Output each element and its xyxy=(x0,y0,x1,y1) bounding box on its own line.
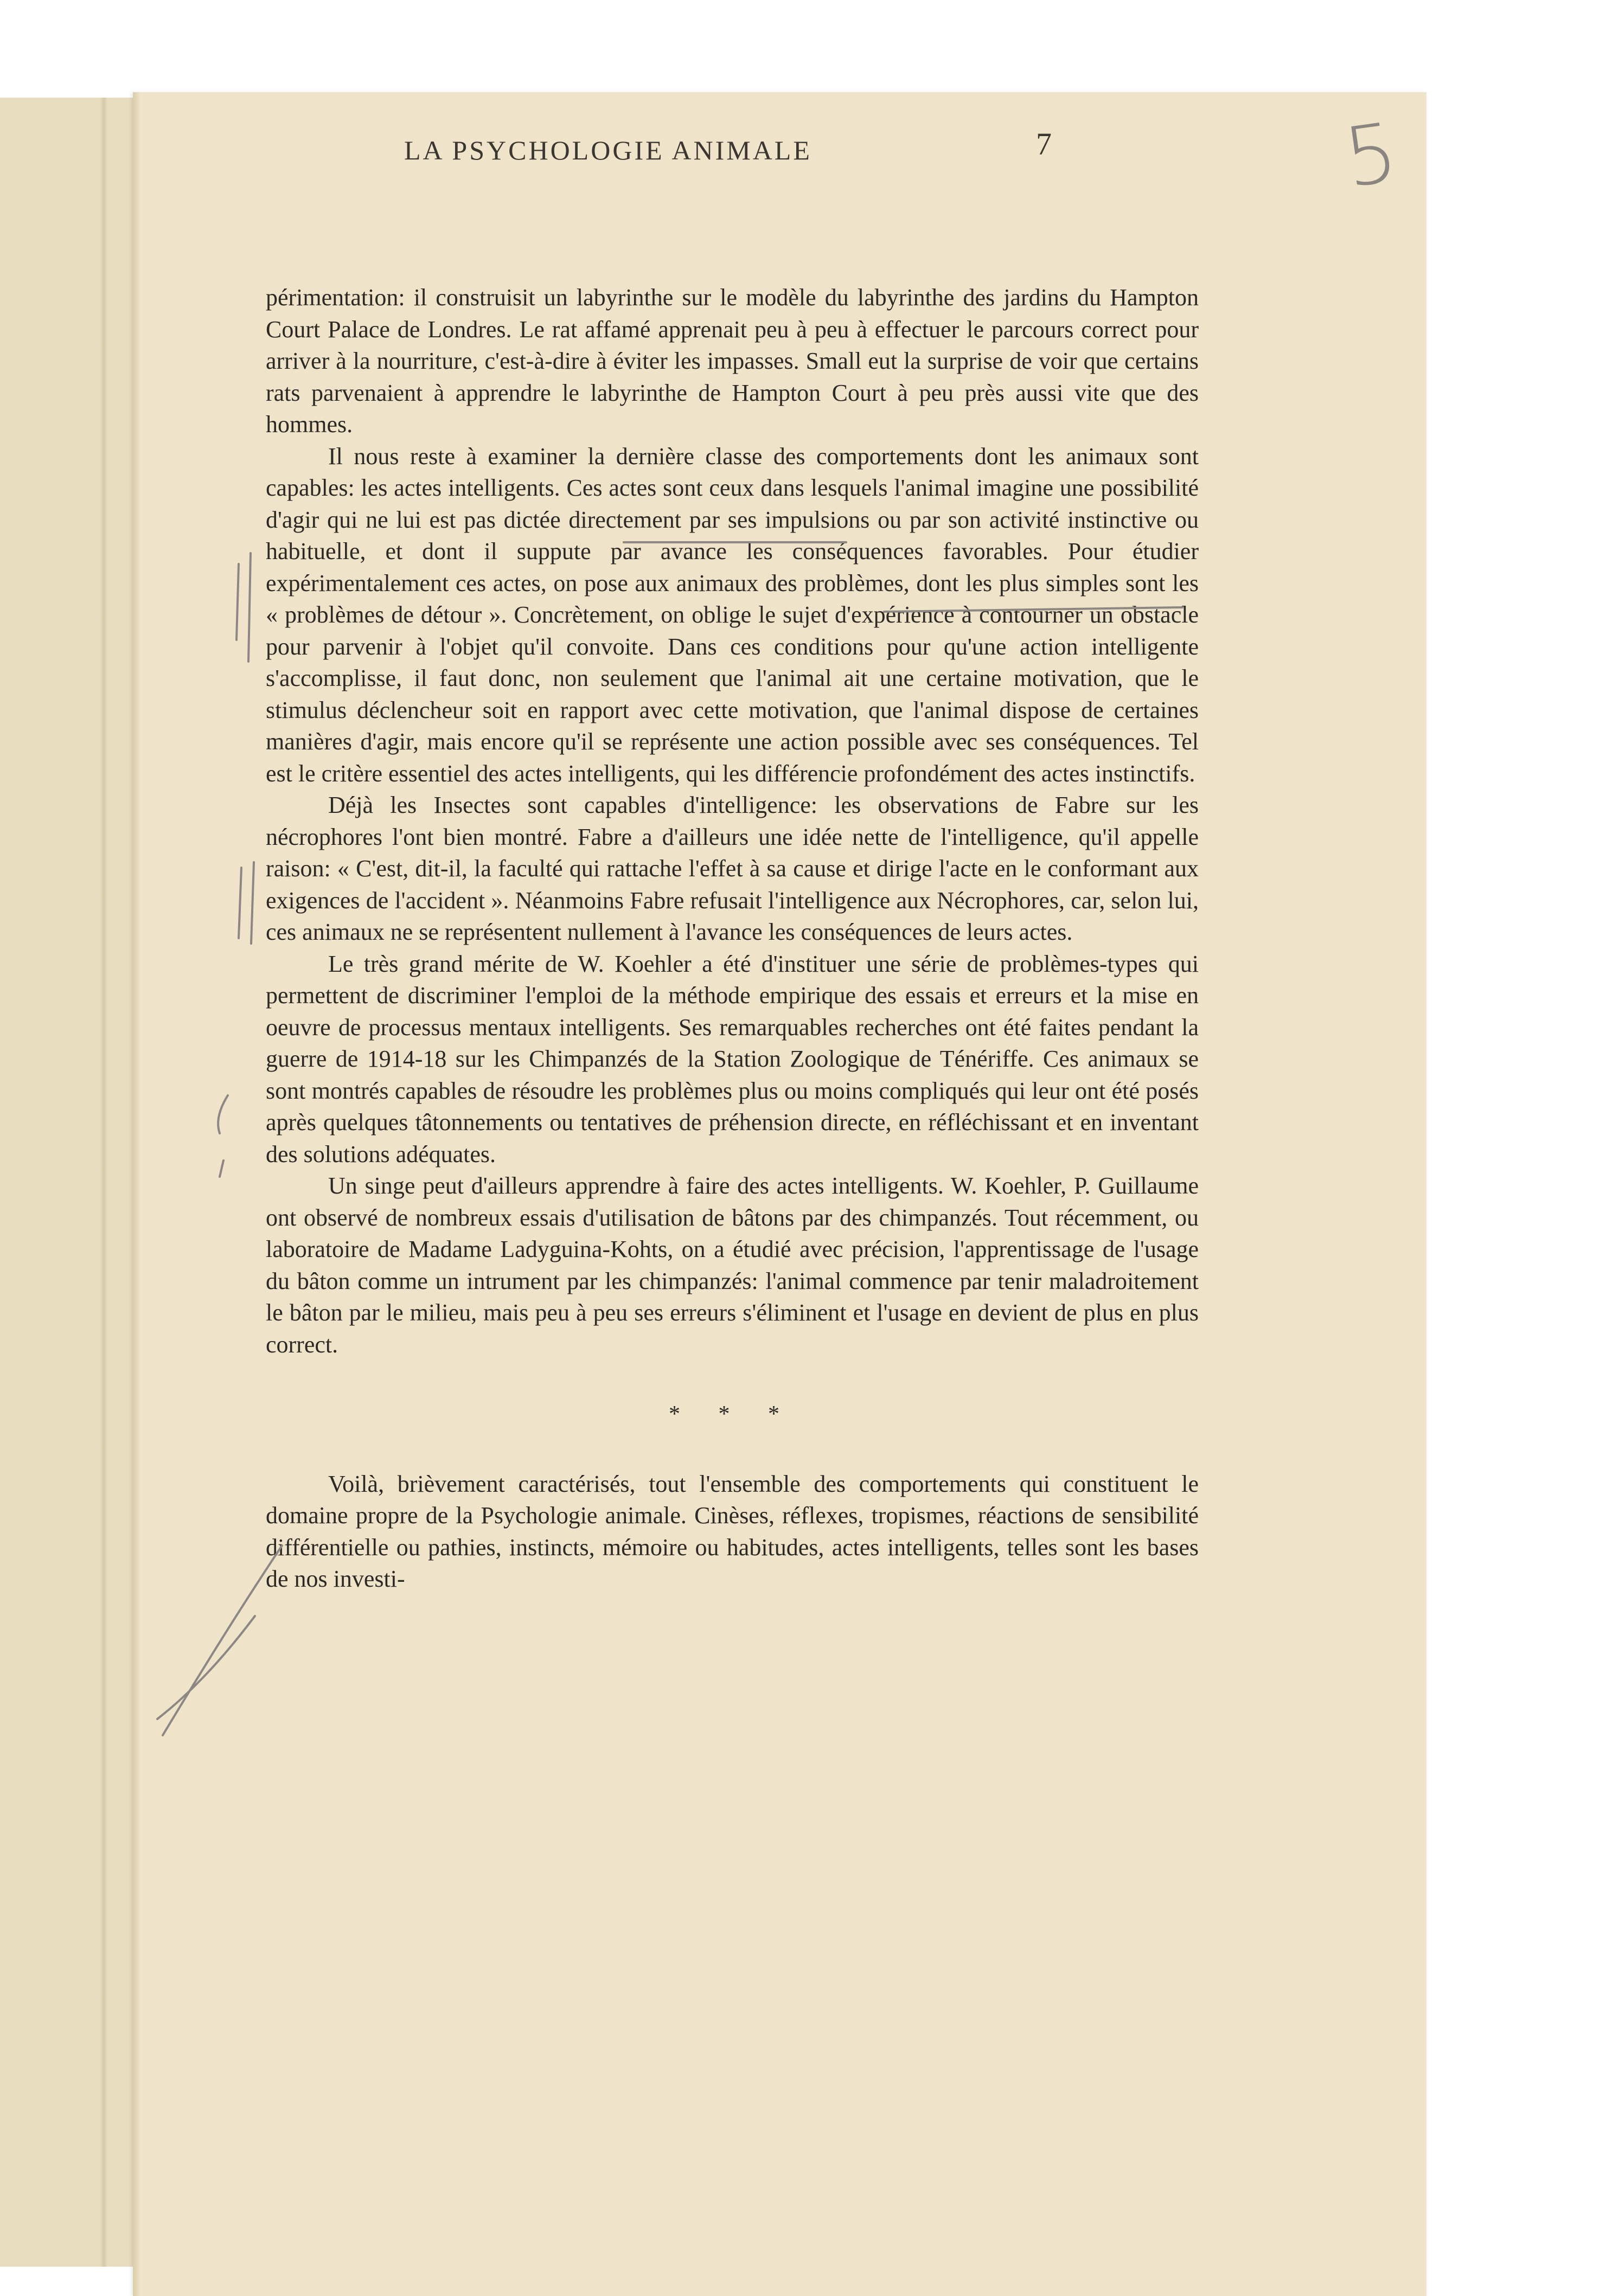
paragraph: Un singe peut d'ailleurs apprendre à faire des actes intelligents. W. Koehler, P. Guillaume ont observé de nombreux essais d'utilisation de bâtons par des chimpanzés. Tout récemment, ou laboratoire de Madame Ladyguina-Kohts, on a étudié avec précision, l'apprentissage de l'usage du bâton comme un intrument par les chimpanzés: l'animal commence par tenir maladroitement le bâton par le milieu, mais peu à peu ses erreurs s'éliminent et l'usage en devient de plus en plus correct. xyxy=(266,1172,1199,1358)
page-number: 7 xyxy=(1036,126,1052,162)
body-text xyxy=(266,282,1199,1595)
paragraph: périmentation: il construisit un labyrinthe sur le modèle du labyrinthe des jardins du Hampton Court Palace de Londres. Le rat affamé apprenait peu à peu à effectuer le parcours correct pour arriver à la nourriture, c'est-à-dire à éviter les impasses. Small eut la surprise de voir que certains rats parvenaient à apprendre le labyrinthe de Hampton Court à peu près aussi vite que des hommes. xyxy=(266,284,1199,438)
page-fold-shadow xyxy=(133,92,140,2296)
paragraph: Il nous reste à examiner la dernière classe des comportements dont les animaux sont capables: les actes intelligents. Ces actes sont ceux dans lesquels l'animal imagine une possibilité d'agir qui ne lui est pas dictée directement par ses impulsions ou par son activité instinctive ou habituelle, et dont il suppute par avance les conséquences favorables. Pour étudier expérimentalement ces actes, on pose aux animaux des problèmes, dont les plus simples sont les « problèmes de détour ». Concrètement, on oblige le sujet d'expérience à contourner un obstacle pour parvenir à l'objet qu'il convoite. Dans ces conditions pour qu'une action intelligente s'accomplisse, il faut donc, non seulement que l'animal ait une certaine motivation, que le stimulus déclencheur soit en rapport avec cette motivation, que l'animal dispose de certaines manières d'agir, mais encore qu'il se représente une action possible avec ses conséquences. Tel est le critère essentiel des actes intelligents, qui les différencie profondément des actes instinctifs. xyxy=(266,442,1199,787)
facing-page-fold xyxy=(100,98,108,2267)
closing-paragraph: Voilà, brièvement caractérisés, tout l'ensemble des comportements qui constituent le domaine propre de la Psychologie animale. Cinèses, réflexes, tropismes, réactions de sensibilité différentielle ou pathies, instincts, mémoire ou habitudes, actes intelligents, telles sont les bases de nos investi- xyxy=(266,1470,1199,1592)
paragraph: Déjà les Insectes sont capables d'intelligence: les observations de Fabre sur les nécrophores l'ont bien montré. Fabre a d'ailleurs une idée nette de l'intelligence, qu'il appelle raison: « C'est, dit-il, la faculté qui rattache l'effet à sa cause et dirige l'acte en le conformant aux exigences de l'accident ». Néanmoins Fabre refusait l'intelligence aux Nécrophores, car, selon lui, ces animaux ne se représentent nullement à l'avance les conséquences de leurs actes. xyxy=(266,792,1199,945)
pencil-page-number: 5 xyxy=(1339,105,1404,206)
section-separator: * * * xyxy=(669,1402,796,1427)
facing-page xyxy=(0,98,141,2267)
running-header: LA PSYCHOLOGIE ANIMALE xyxy=(404,135,812,165)
paragraph: Le très grand mérite de W. Koehler a été d'instituer une série de problèmes-types qui permettent de discriminer l'emploi de la méthode empirique des essais et erreurs et la mise en oeuvre de processus mentaux intelligents. Ses remarquables recherches ont été faites pendant la guerre de 1914-18 sur les Chimpanzés de la Station Zoologique de Ténériffe. Ces animaux se sont montrés capables de résoudre les problèmes plus ou moins compliqués qui leur ont été posés après quelques tâtonnements ou tentatives de préhension directe, en réfléchissant et en inventant des solutions adéquates. xyxy=(266,950,1199,1168)
